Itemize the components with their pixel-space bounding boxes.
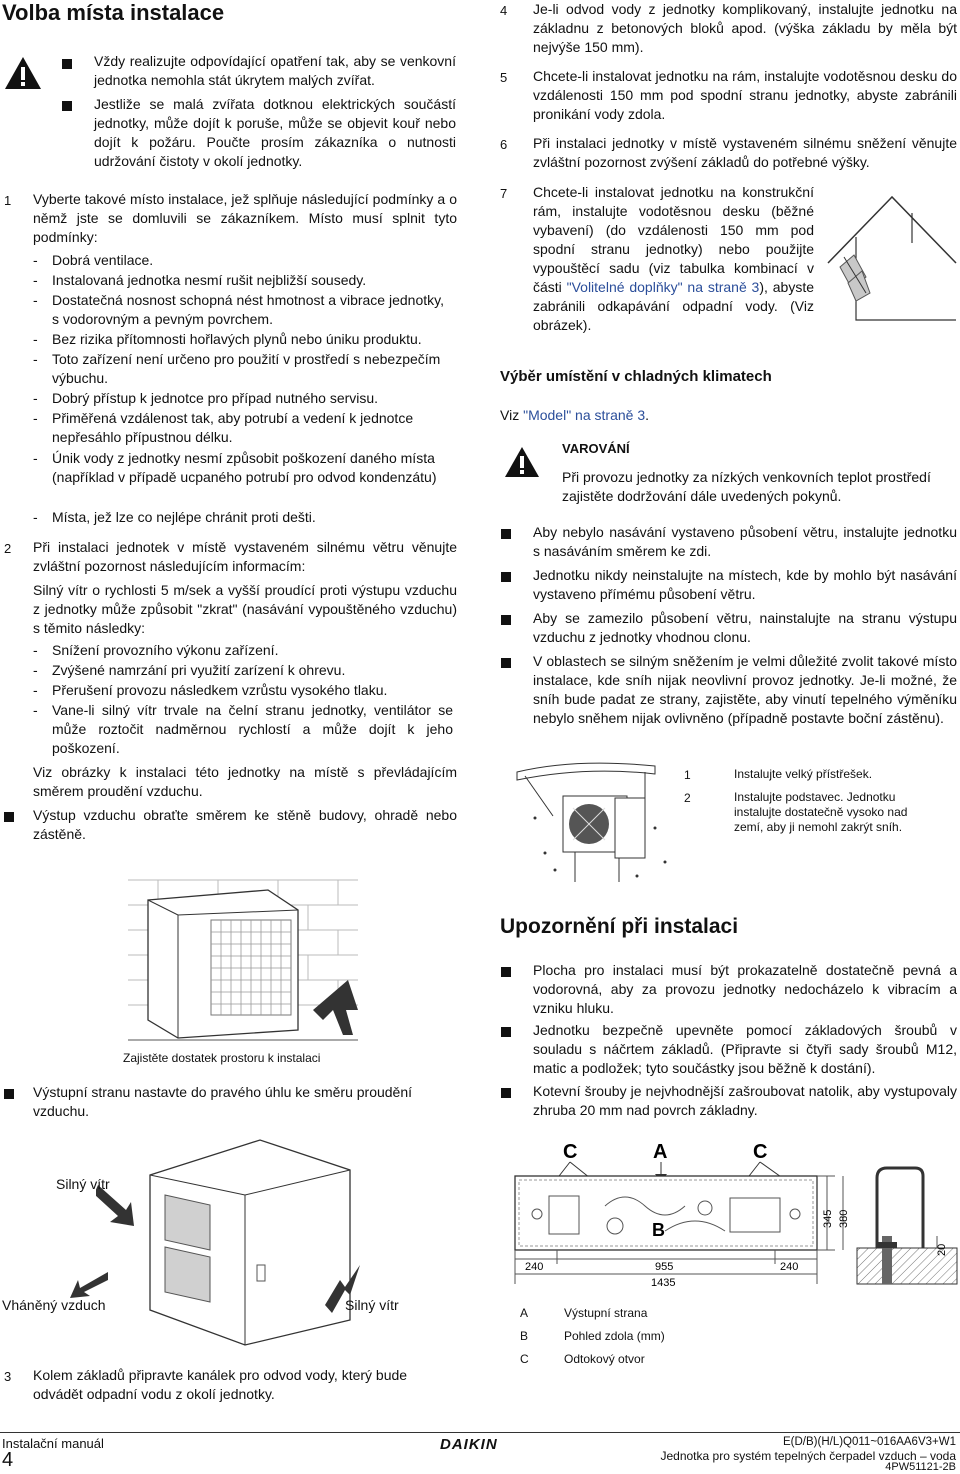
optional-accessories-link[interactable]: "Volitelné doplňky" na straně 3 bbox=[566, 279, 760, 295]
airflow-arrow-icon bbox=[70, 1270, 110, 1300]
bullet-text: Výstupní stranu nastavte do pravého úhlu ke směru proudění vzduchu. bbox=[33, 1084, 413, 1119]
legend-text: Odtokový otvor bbox=[564, 1352, 645, 1366]
item-number: 4 bbox=[500, 3, 508, 18]
bullet-square-icon bbox=[501, 1027, 511, 1037]
legend-key: C bbox=[520, 1352, 529, 1366]
legend-key: A bbox=[520, 1306, 529, 1320]
foundation-bolt-diagram bbox=[505, 1136, 960, 1291]
caution-bullet: Plocha pro instalaci musí být prokazatelně dostatečně pevná a vodorovná, aby za provozu jednotky nedocházelo k vibracím a vzniku hluku. bbox=[533, 962, 957, 1016]
item5-text: Chcete-li instalovat jednotku na rám, instalujte vodotěsnou desku do vzdálenosti 150 mm pod spodní stranu jednotky, abyste zabránili pronikání vody zdola. bbox=[533, 68, 957, 122]
figure-caption: Zajistěte dostatek prostoru k instalaci bbox=[123, 1051, 321, 1065]
wind-label: Silný vítr bbox=[345, 1297, 399, 1313]
item-number: 7 bbox=[500, 186, 508, 201]
model-reference: Viz "Model" na straně 3. bbox=[500, 407, 649, 423]
blown-air-label: Vháněný vzduch bbox=[2, 1297, 106, 1313]
bullet-square-icon bbox=[62, 59, 72, 69]
list-item: - Dobrý přístup k jednotce pro případ nutného servisu. bbox=[33, 390, 379, 406]
warning-text-1: Vždy realizujte odpovídající opatření tak, aby se venkovní jednotka nemohla stát úkrytem malých zvířat. bbox=[94, 53, 456, 88]
list-item: - Přerušení provozu následkem vzrůstu vysokého tlaku. bbox=[33, 682, 388, 698]
bullet-square-icon bbox=[501, 572, 511, 582]
list-item: - Snížení provozního výkonu zařízení. bbox=[33, 642, 279, 658]
bullet-square-icon bbox=[4, 812, 14, 822]
bottom-view-label: B bbox=[652, 1220, 665, 1240]
dimension-240-left: 240 bbox=[525, 1261, 544, 1273]
warning-text-2: Jestliže se malá zvířata dotknou elektrických součástí jednotky, může dojít k poruše, může se objevit kouř nebo dojít k požáru. Poučte prosím zákazníka o nutnosti udržování čistoty v okolí jednotky. bbox=[94, 96, 456, 169]
bullet-square-icon bbox=[4, 1089, 14, 1099]
list-item: - Dostatečná nosnost schopná nést hmotnost a vibrace jednotky, s vodorovným a pevným povrchem. bbox=[33, 292, 444, 327]
section-heading: Upozornění při instalaci bbox=[500, 915, 739, 938]
bullet-square-icon bbox=[501, 967, 511, 977]
bullet-square-icon bbox=[501, 1088, 511, 1098]
warning-title: VAROVÁNÍ bbox=[562, 441, 630, 456]
list-item: - Vane-li silný vítr trvale na čelní stranu jednotky, ventilátor se může roztočit nadměrnou rychlostí a může dojít k jeho poškození. bbox=[33, 702, 453, 756]
item-number: 3 bbox=[4, 1369, 12, 1384]
caution-bullet: Jednotku bezpečně upevněte pomocí základových šroubů v souladu s náčrtem základů. (Připravte si čtyři sady šroubů M12, matic a podložek; tyto součástky jsou běžně k dostání). bbox=[533, 1022, 957, 1076]
list-item: - Místa, jež lze co nejlépe chránit proti dešti. bbox=[33, 509, 316, 525]
footer-description: Jednotka pro systém tepelných čerpadel vzduch – voda bbox=[660, 1449, 956, 1463]
unit-wall-clearance-illustration bbox=[118, 860, 368, 1050]
list-item: - Bez rizika přítomnosti hořlavých plynů nebo úniku produktu. bbox=[33, 331, 422, 347]
legend-number: 2 bbox=[684, 791, 691, 805]
item2-bullet: Výstup vzduchu obraťte směrem ke stěně budovy, ohradě nebo zástěně. bbox=[33, 807, 457, 842]
footer-model: E(D/B)(H/L)Q011~016AA6V3+W1 bbox=[782, 1436, 956, 1448]
warning-triangle-icon bbox=[4, 56, 42, 90]
legend-number: 1 bbox=[684, 768, 691, 782]
bullet-square-icon bbox=[501, 658, 511, 668]
drain-hole-label: C bbox=[563, 1141, 578, 1163]
dimension-345: 345 bbox=[822, 1209, 834, 1228]
cold-bullet: Jednotku nikdy neinstalujte na místech, kde by mohlo být nasávání vystaveno přímému působení větru. bbox=[533, 567, 957, 602]
page-title: Volba místa instalace bbox=[2, 0, 225, 25]
house-drip-illustration bbox=[826, 185, 958, 325]
footer-divider bbox=[0, 1432, 960, 1433]
legend-text: Pohled zdola (mm) bbox=[564, 1329, 665, 1343]
list-item: - Toto zařízení není určeno pro použití v prostředí s nebezpečím výbuchu. bbox=[33, 351, 441, 386]
list-item: - Zvýšené namrzání pri využití zarízení k ohrevu. bbox=[33, 662, 346, 678]
dimension-1435: 1435 bbox=[651, 1277, 676, 1289]
item4-text: Je-li odvod vody z jednotky komplikovaný, instalujte jednotku na základnu z betonových bloků apod. (výška základu by měla být nejvýše 150 mm). bbox=[533, 1, 957, 55]
cold-bullet: Aby nebylo nasávání vystaveno působení větru, instalujte jednotku s nasáváním směrem ke zdi. bbox=[533, 524, 957, 559]
strong-wind-illustration bbox=[110, 1135, 370, 1350]
footer-manual-label: Instalační manuál bbox=[2, 1436, 104, 1451]
item2-text: Při instalaci jednotek v místě vystaveném silnému větru věnujte zvláštní pozornost následujícím informacím: bbox=[33, 539, 457, 574]
warning-text: Při provozu jednotky za nízkých venkovních teplot prostředí zajistěte dodržování dále uvedených pokynů. bbox=[562, 469, 931, 504]
item-number: 6 bbox=[500, 137, 508, 152]
dimension-20: 20 bbox=[936, 1243, 948, 1256]
footer-code: 4PW51121-2B bbox=[885, 1461, 956, 1473]
bullet-square-icon bbox=[501, 615, 511, 625]
model-link[interactable]: "Model" na straně 3 bbox=[523, 407, 646, 423]
warning-triangle-icon bbox=[504, 446, 540, 478]
legend-text: Instalujte podstavec. Jednotku instalujte dostatečně vysoko nad zemí, aby ji nemohl zakrýt sníh. bbox=[734, 790, 908, 834]
dimension-955: 955 bbox=[655, 1261, 674, 1273]
outlet-side-label: A bbox=[653, 1141, 668, 1163]
legend-text: Instalujte velký přístřešek. bbox=[734, 767, 873, 781]
item-number: 1 bbox=[4, 193, 12, 208]
item6-text: Při instalaci jednotky v místě vystaveném silnému sněžení věnujte zvláštní pozornost zvýšení základů do potřebné výšky. bbox=[533, 135, 957, 170]
bullet-square-icon bbox=[62, 101, 72, 111]
legend-key: B bbox=[520, 1329, 529, 1343]
item2-paragraph-2: Viz obrázky k instalaci této jednotky na místě s převládajícím směrem proudění vzduchu. bbox=[33, 764, 457, 799]
bullet-square-icon bbox=[501, 529, 511, 539]
item1-text: Vyberte takové místo instalace, jež splňuje následující podmínky a o němž jste se domluvili se zákazníkem. Místo musí splnit tyto podmínky: bbox=[33, 191, 457, 245]
wind-label: Silný vítr bbox=[56, 1176, 110, 1192]
item7-text: Chcete-li instalovat jednotku na konstrukční rám, instalujte vodotěsnou desku (běžné vybavení) (do vzdálenosti 150 mm pod spodní stranu jednotky) nebo použijte vypouštěcí sadu (viz tabulka kombinací v části "Volitelné doplňky" na straně 3), abyste zabránili odkapávání odpadní vody. (Viz obrázek). bbox=[533, 184, 814, 333]
drain-hole-label: C bbox=[753, 1141, 768, 1163]
cold-bullet: V oblastech se silným sněžením je velmi důležité zvolit takové místo instalace, kde sníh nijak neovlivní provoz jednotky. Je-li možné, že sníh bude padat ze strany, zajistěte, aby vinutí tepelného výměníku nebylo sněhem nijak ovlivněno (případně postavte boční zástěnu). bbox=[533, 653, 957, 726]
item2-paragraph: Silný vítr o rychlosti 5 m/sek a vyšší proudící proti výstupu vzduchu z jednotky může způsobit "zkrat" (nasávání vypouštěného vzduchu) s těmito následky: bbox=[33, 582, 457, 636]
dimension-380: 380 bbox=[838, 1209, 850, 1228]
legend-text: Výstupní strana bbox=[564, 1306, 648, 1320]
list-item: - Únik vody z jednotky nesmí způsobit poškození daného místa (například v případě ucpaného potrubí pro odvod kondenzátu) bbox=[33, 450, 437, 485]
item-number: 2 bbox=[4, 541, 12, 556]
section-heading: Výběr umístění v chladných klimatech bbox=[500, 368, 772, 385]
list-item: - Instalovaná jednotka nesmí rušit nejbližší sousedy. bbox=[33, 272, 367, 288]
caution-bullet: Kotevní šrouby je nejvhodnější zašroubovat natolik, aby vystupovaly zhruba 20 mm nad povrch základny. bbox=[533, 1083, 957, 1118]
cold-bullet: Aby se zamezilo působení větru, nainstalujte na stranu výstupu vzduchu z jednotky vhodnou clonu. bbox=[533, 610, 957, 645]
dimension-240-right: 240 bbox=[780, 1261, 799, 1273]
item3-text: Kolem základů připravte kanálek pro odvod vody, který bude odvádět odpadní vodu z okolí jednotky. bbox=[33, 1367, 408, 1402]
list-item: - Přiměřená vzdálenost tak, aby potrubí a vedení k jednotce nepřesáhlo přípustnou délku. bbox=[33, 410, 414, 445]
footer-page-number: 4 bbox=[2, 1449, 14, 1471]
snow-shelter-illustration bbox=[515, 758, 675, 888]
list-item: - Dobrá ventilace. bbox=[33, 252, 154, 268]
daikin-logo: DAIKIN bbox=[440, 1436, 498, 1453]
item-number: 5 bbox=[500, 70, 508, 85]
